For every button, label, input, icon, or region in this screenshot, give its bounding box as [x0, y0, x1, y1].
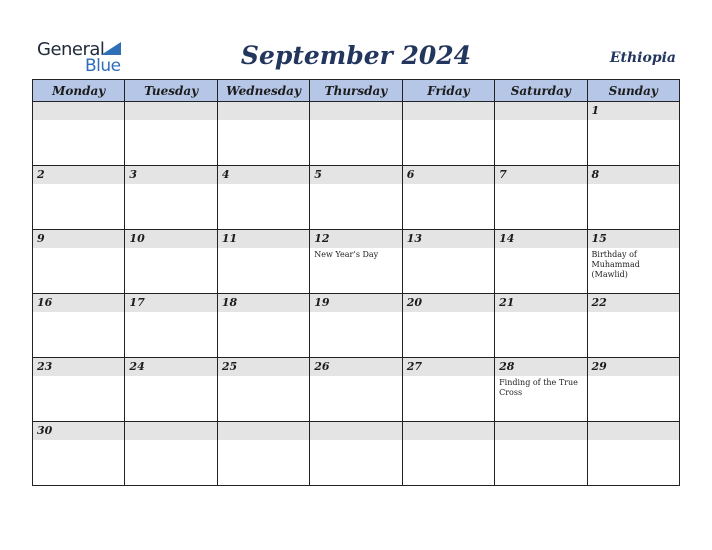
day-number: [310, 102, 401, 120]
holiday-label: [218, 440, 309, 442]
day-number: 5: [310, 166, 401, 184]
day-number: [310, 422, 401, 440]
day-cell: [587, 166, 679, 230]
holiday-label: [403, 184, 494, 186]
day-cell: [587, 422, 679, 486]
logo-general-text: General: [37, 39, 105, 60]
holiday-label: [588, 312, 679, 314]
day-cell: [217, 294, 309, 358]
week-row: [33, 166, 680, 230]
holiday-label: [588, 440, 679, 442]
day-cell: [495, 102, 587, 166]
day-number: 14: [495, 230, 586, 248]
holiday-label: [218, 312, 309, 314]
day-number: 8: [588, 166, 679, 184]
holiday-label: [588, 184, 679, 186]
holiday-label: [310, 184, 401, 186]
country-name: Ethiopia: [609, 50, 676, 66]
day-number: [403, 422, 494, 440]
weekday-header: Thursday: [310, 80, 402, 102]
day-cell: [217, 230, 309, 294]
holiday-label: [125, 248, 216, 250]
generalblue-logo: [37, 40, 137, 76]
day-cell: [125, 422, 217, 486]
holiday-label: [33, 120, 124, 122]
day-cell: [587, 102, 679, 166]
holiday-label: [125, 120, 216, 122]
holiday-label: [403, 376, 494, 378]
day-cell: [310, 166, 402, 230]
day-cell: [495, 294, 587, 358]
day-number: 10: [125, 230, 216, 248]
day-cell: [33, 422, 125, 486]
day-cell: [402, 358, 494, 422]
weekday-header: Wednesday: [217, 80, 309, 102]
holiday-label: [33, 312, 124, 314]
day-number: [218, 422, 309, 440]
day-cell: [33, 294, 125, 358]
holiday-label: [495, 248, 586, 250]
day-cell: [310, 294, 402, 358]
holiday-label: [218, 248, 309, 250]
day-number: 4: [218, 166, 309, 184]
day-cell: [310, 358, 402, 422]
holiday-label: [310, 120, 401, 122]
holiday-label: [403, 312, 494, 314]
holiday-label: Birthday of Muhammad (Mawlid): [591, 250, 640, 279]
holiday-label: [218, 376, 309, 378]
day-number: [495, 422, 586, 440]
day-cell: [402, 102, 494, 166]
weekday-header: Monday: [33, 80, 125, 102]
day-number: 21: [495, 294, 586, 312]
holiday-label: [125, 440, 216, 442]
day-cell: [217, 422, 309, 486]
day-cell: [33, 102, 125, 166]
day-number: 27: [403, 358, 494, 376]
day-cell: [217, 102, 309, 166]
day-number: 29: [588, 358, 679, 376]
day-cell: [310, 102, 402, 166]
day-number: 7: [495, 166, 586, 184]
holiday-label: [310, 440, 401, 442]
calendar-grid: [32, 79, 680, 486]
day-cell: [587, 230, 679, 294]
day-cell: [495, 166, 587, 230]
day-number: [588, 422, 679, 440]
day-cell: [125, 358, 217, 422]
holiday-label: [33, 440, 124, 442]
day-cell: [125, 294, 217, 358]
day-number: 23: [33, 358, 124, 376]
day-cell: [402, 166, 494, 230]
day-cell: [310, 230, 402, 294]
holiday-label: [310, 376, 401, 378]
holiday-label: [125, 184, 216, 186]
day-number: 28: [495, 358, 586, 376]
day-number: [125, 102, 216, 120]
week-row: [33, 422, 680, 486]
day-number: 13: [403, 230, 494, 248]
day-number: 18: [218, 294, 309, 312]
holiday-label: [33, 248, 124, 250]
day-number: 30: [33, 422, 124, 440]
holiday-label: [218, 184, 309, 186]
holiday-label: New Year’s Day: [314, 250, 379, 259]
day-cell: [217, 358, 309, 422]
day-cell: [402, 230, 494, 294]
day-number: [218, 102, 309, 120]
day-cell: [125, 230, 217, 294]
week-row: [33, 294, 680, 358]
day-number: 2: [33, 166, 124, 184]
holiday-label: [495, 312, 586, 314]
holiday-label: [125, 312, 216, 314]
day-cell: [33, 230, 125, 294]
holiday-label: [495, 120, 586, 122]
day-number: 26: [310, 358, 401, 376]
day-cell: [33, 358, 125, 422]
week-row: [33, 358, 680, 422]
day-cell: [587, 358, 679, 422]
holiday-label: [310, 312, 401, 314]
day-number: 1: [588, 102, 679, 120]
day-number: [33, 102, 124, 120]
day-number: 20: [403, 294, 494, 312]
weekday-header: Sunday: [587, 80, 679, 102]
weekday-header-row: [33, 80, 680, 102]
day-cell: [125, 166, 217, 230]
day-cell: [310, 422, 402, 486]
holiday-label: [403, 440, 494, 442]
day-number: 11: [218, 230, 309, 248]
day-number: 9: [33, 230, 124, 248]
day-number: 15: [588, 230, 679, 248]
day-number: 19: [310, 294, 401, 312]
day-cell: [33, 166, 125, 230]
holiday-label: [495, 440, 586, 442]
day-cell: [402, 422, 494, 486]
weekday-header: Tuesday: [125, 80, 217, 102]
logo-triangle-icon: [101, 42, 121, 55]
holiday-label: [218, 120, 309, 122]
holiday-label: [403, 248, 494, 250]
week-row: [33, 102, 680, 166]
day-number: 16: [33, 294, 124, 312]
holiday-label: [33, 376, 124, 378]
day-number: 25: [218, 358, 309, 376]
day-cell: [217, 166, 309, 230]
day-number: 6: [403, 166, 494, 184]
day-cell: [125, 102, 217, 166]
holiday-label: [588, 376, 679, 378]
day-number: 3: [125, 166, 216, 184]
day-number: 12: [310, 230, 401, 248]
holiday-label: [33, 184, 124, 186]
day-number: 17: [125, 294, 216, 312]
calendar-title: September 2024: [240, 41, 472, 70]
weekday-header: Friday: [402, 80, 494, 102]
day-cell: [495, 230, 587, 294]
day-number: 22: [588, 294, 679, 312]
day-cell: [495, 358, 587, 422]
day-number: [125, 422, 216, 440]
weekday-header: Saturday: [495, 80, 587, 102]
logo-blue-text: Blue: [85, 56, 121, 76]
holiday-label: [495, 184, 586, 186]
day-cell: [495, 422, 587, 486]
day-number: [403, 102, 494, 120]
holiday-label: [403, 120, 494, 122]
day-number: 24: [125, 358, 216, 376]
holiday-label: [125, 376, 216, 378]
holiday-label: Finding of the True Cross: [499, 378, 578, 397]
day-cell: [587, 294, 679, 358]
day-cell: [402, 294, 494, 358]
holiday-label: [588, 120, 679, 122]
day-number: [495, 102, 586, 120]
week-row: [33, 230, 680, 294]
